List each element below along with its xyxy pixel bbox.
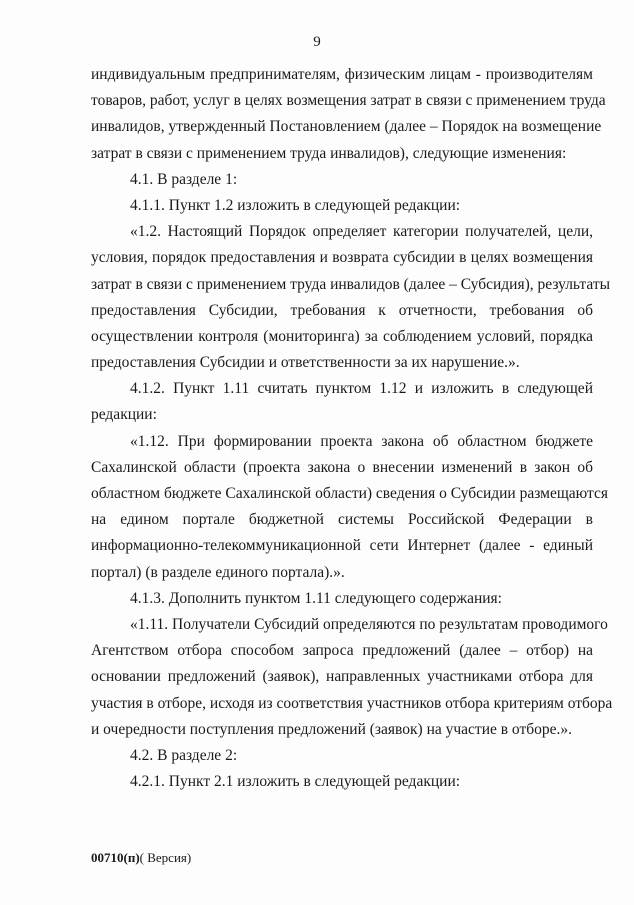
text-line: инвалидов, утвержденный Постановлением (далее – Порядок на возмещение [91,118,602,136]
text-line: осуществлении контроля (мониторинга) за соблюдением условий, порядка [91,327,593,345]
text-line: товаров, работ, услуг в целях возмещения затрат в связи с применением труда [91,92,606,110]
text-line: 4.2.1. Пункт 2.1 изложить в следующей редакции: [130,773,461,791]
text-line: редакции: [91,406,157,424]
text-line: 4.2. В разделе 2: [130,746,238,764]
page-number: 9 [313,34,321,50]
text-line: 4.1.3. Дополнить пунктом 1.11 следующего содержания: [130,589,502,607]
text-line: участия в отборе, исходя из соответствия участников отбора критериям отбора [91,694,613,712]
text-line: «1.12. При формировании проекта закона об областном бюджете [130,432,593,450]
text-line: информационно-телекоммуникационной сети Интернет (далее - единый [91,537,593,555]
text-line: «1.11. Получатели Субсидий определяются по результатам проводимого [130,615,608,633]
text-line: Агентством отбора способом запроса предложений (далее – отбор) на [91,642,593,660]
text-line: затрат в связи с применением труда инвалидов (далее – Субсидия), результаты [91,275,611,293]
text-line: 4.1.2. Пункт 1.11 считать пунктом 1.12 и изложить в следующей [130,380,593,398]
text-line: «1.2. Настоящий Порядок определяет категории получателей, цели, [130,223,593,241]
text-line: индивидуальным предпринимателям, физическим лицам - производителям [91,66,593,83]
text-line: затрат в связи с применением труда инвалидов), следующие изменения: [91,144,567,162]
text-line: 4.1.1. Пункт 1.2 изложить в следующей редакции: [130,196,461,214]
text-line: основании предложений (заявок), направленных участниками отбора для [91,668,593,686]
document-version: ( Версия) [139,850,192,865]
text-line: предоставления Субсидии и ответственности за их нарушение.». [91,354,520,372]
text-line: портал) (в разделе единого портала).». [91,563,345,581]
document-code: 00710(п) [91,850,140,865]
text-line: на едином портале бюджетной системы Российской Федерации в [91,511,593,529]
text-line: предоставления Субсидии, требования к отчетности, требования об [91,301,593,319]
text-line: областном бюджете Сахалинской области) сведения о Субсидии размещаются [91,485,608,502]
text-line: и очередности поступления предложений (заявок) на участие в отборе.». [91,720,573,738]
document-body [91,62,613,795]
text-line: 4.1. В разделе 1: [130,170,238,188]
document-footer [91,850,191,866]
text-line: условия, порядок предоставления и возврата субсидии в целях возмещения [91,249,593,267]
text-line: Сахалинской области (проекта закона о внесении изменений в закон об [91,458,593,476]
